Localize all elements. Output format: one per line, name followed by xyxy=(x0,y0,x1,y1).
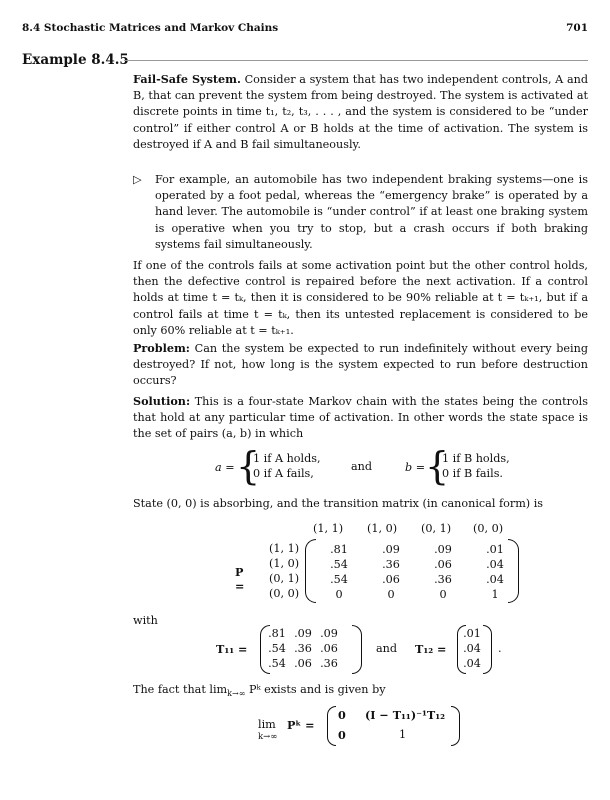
T11-label: T₁₁ = xyxy=(216,642,248,656)
matrix-cell: .81 xyxy=(330,543,348,556)
with-label: with xyxy=(133,614,158,627)
P-col-header: (0, 1) xyxy=(421,522,452,535)
matrix-cell: .09 xyxy=(382,543,400,556)
solution-paragraph xyxy=(133,393,588,451)
lim-subscript: k→∞ xyxy=(258,732,278,742)
left-brace-a: { xyxy=(236,444,261,488)
matrix-row xyxy=(313,572,521,587)
matrix-cell: .09 xyxy=(434,543,452,556)
intro-text: Consider a system that has two independent controls, A and B, that can prevent the system from being destroyed. The system is activated at discrete points in time t₁, t₂, t₃, . . . , and the system is considered to be “under control” if either control A or B holds at the time of activation. The system is destroyed if A and B fail simultaneously. xyxy=(133,73,588,151)
limit-subscript: k→∞ xyxy=(227,689,246,699)
matrix-row xyxy=(264,656,342,671)
matrix-row xyxy=(460,656,484,671)
matrix-cell: 0 xyxy=(439,588,447,601)
limit-text-2: Pᵏ exists and is given by xyxy=(245,683,386,696)
a-case-2: 0 if A fails, xyxy=(253,467,314,480)
matrix-cell: .54 xyxy=(268,657,286,670)
matrix-row xyxy=(460,641,484,656)
block-matrices xyxy=(210,624,510,676)
P-label: P = xyxy=(235,565,245,593)
reliability-paragraph xyxy=(133,258,588,347)
section-title: 8.4 Stochastic Matrices and Markov Chains xyxy=(22,22,279,34)
problem-text: Can the system be expected to run indefinitely without every being destroyed? If not, how long is the system expected to run before destruction occurs? xyxy=(133,342,588,388)
matrix-cell: .01 xyxy=(463,627,481,640)
state-paragraph xyxy=(133,496,588,520)
example-rule xyxy=(124,60,588,61)
a-case-1: 1 if A holds, xyxy=(253,452,321,465)
P-row-header: (1, 0) xyxy=(269,557,300,570)
matrix-cell: .06 xyxy=(320,642,338,655)
P-column-headers xyxy=(313,522,525,537)
T12-label: T₁₂ = xyxy=(415,642,447,656)
limit-cell-r2c1: 0 xyxy=(338,728,346,742)
state-definition-cases xyxy=(133,444,588,488)
a-lhs: a = xyxy=(215,461,235,474)
matrix-row xyxy=(313,542,521,557)
and-word: and xyxy=(351,460,373,473)
matrix-row xyxy=(460,626,484,641)
matrix-cell: 1 xyxy=(491,588,499,601)
matrix-row xyxy=(264,626,342,641)
matrix-cell: .54 xyxy=(330,558,348,571)
P-col-header: (1, 1) xyxy=(313,522,344,535)
P-col-header: (1, 0) xyxy=(367,522,398,535)
and-label: and xyxy=(376,642,398,655)
P-body xyxy=(313,542,521,602)
problem-lead: Problem: xyxy=(133,341,190,355)
b-case-1: 1 if B holds, xyxy=(442,452,510,465)
matrix-cell: .09 xyxy=(320,627,338,640)
limit-cell-r2c2: 1 xyxy=(399,728,407,741)
triangle-bullet-icon: ▷ xyxy=(133,173,142,186)
bullet-paragraph xyxy=(133,172,588,253)
matrix-cell: .36 xyxy=(320,657,338,670)
matrix-cell: .81 xyxy=(268,627,286,640)
matrix-cell: .04 xyxy=(486,573,504,586)
matrix-cell: .54 xyxy=(268,642,286,655)
matrix-cell: .09 xyxy=(294,627,312,640)
intro-paragraph xyxy=(133,71,588,161)
matrix-cell: .06 xyxy=(434,558,452,571)
problem-paragraph xyxy=(133,340,588,398)
T11-right-paren xyxy=(352,625,362,674)
matrix-cell: 0 xyxy=(335,588,343,601)
bullet-text: For example, an automobile has two independent braking systems—one is operated by a foot pedal, whereas the “emergency brake” is operated by a hand lever. The automobile is “under control” if at least one braking system is operative when you try to stop, but a crash occurs if both braking systems fail simultaneously. xyxy=(155,173,588,251)
matrix-cell: .36 xyxy=(382,558,400,571)
P-row-headers xyxy=(269,542,309,602)
P-row-header: (0, 0) xyxy=(269,587,300,600)
page-number: 701 xyxy=(566,22,588,34)
b-lhs: b = xyxy=(405,461,426,474)
b-case-2: 0 if B fails. xyxy=(442,467,503,480)
matrix-cell: .36 xyxy=(294,642,312,655)
example-title: Example 8.4.5 xyxy=(22,52,129,68)
running-header xyxy=(22,22,588,38)
T11-body xyxy=(264,626,342,671)
P-row-header: (0, 1) xyxy=(269,572,300,585)
matrix-cell: .04 xyxy=(463,657,481,670)
matrix-cell: 0 xyxy=(387,588,395,601)
matrix-row xyxy=(313,557,521,572)
Pk-lhs: Pᵏ = xyxy=(287,718,315,732)
intro-lead: Fail-Safe System. xyxy=(133,72,241,86)
left-brace-b: { xyxy=(425,444,450,488)
matrix-cell: .06 xyxy=(294,657,312,670)
limit-cell-r1c2: (I − T₁₁)⁻¹T₁₂ xyxy=(365,708,446,722)
T12-right-paren xyxy=(483,625,492,674)
matrix-row xyxy=(313,587,521,602)
matrix-cell: .01 xyxy=(486,543,504,556)
lim-word: lim xyxy=(258,718,276,731)
solution-text: This is a four-state Markov chain with the states being the controls that hold at any particular time of activation. In other words the state space is the set of pairs (a, b) in which xyxy=(133,395,588,441)
reliability-text: If one of the controls fails at some activation point but the other control holds, then the defective control is repaired before the next activation. If a control holds at time t = tₖ, then it is considered to be 90% reliable at t = tₖ₊₁, but if a control fails at time t = tₖ, then its untested replacement is considered to be only 60% reliable at t = tₖ₊₁. xyxy=(133,259,588,337)
T12-body xyxy=(460,626,484,671)
limit-sentence xyxy=(133,683,386,698)
T12-trailing-period: . xyxy=(498,642,502,655)
P-row-header: (1, 1) xyxy=(269,542,300,555)
P-col-header: (0, 0) xyxy=(473,522,504,535)
matrix-cell: .04 xyxy=(486,558,504,571)
matrix-cell: .36 xyxy=(434,573,452,586)
limit-left-paren xyxy=(327,706,336,746)
matrix-cell: .06 xyxy=(382,573,400,586)
limit-cell-r1c1: 0 xyxy=(338,708,346,722)
limit-right-paren xyxy=(451,706,460,746)
matrix-cell: .04 xyxy=(463,642,481,655)
limit-equation xyxy=(258,706,478,750)
matrix-row xyxy=(264,641,342,656)
state-text: State (0, 0) is absorbing, and the transition matrix (in canonical form) is xyxy=(133,497,544,510)
solution-lead: Solution: xyxy=(133,394,191,408)
limit-text-1: The fact that lim xyxy=(133,683,228,696)
matrix-cell: .54 xyxy=(330,573,348,586)
